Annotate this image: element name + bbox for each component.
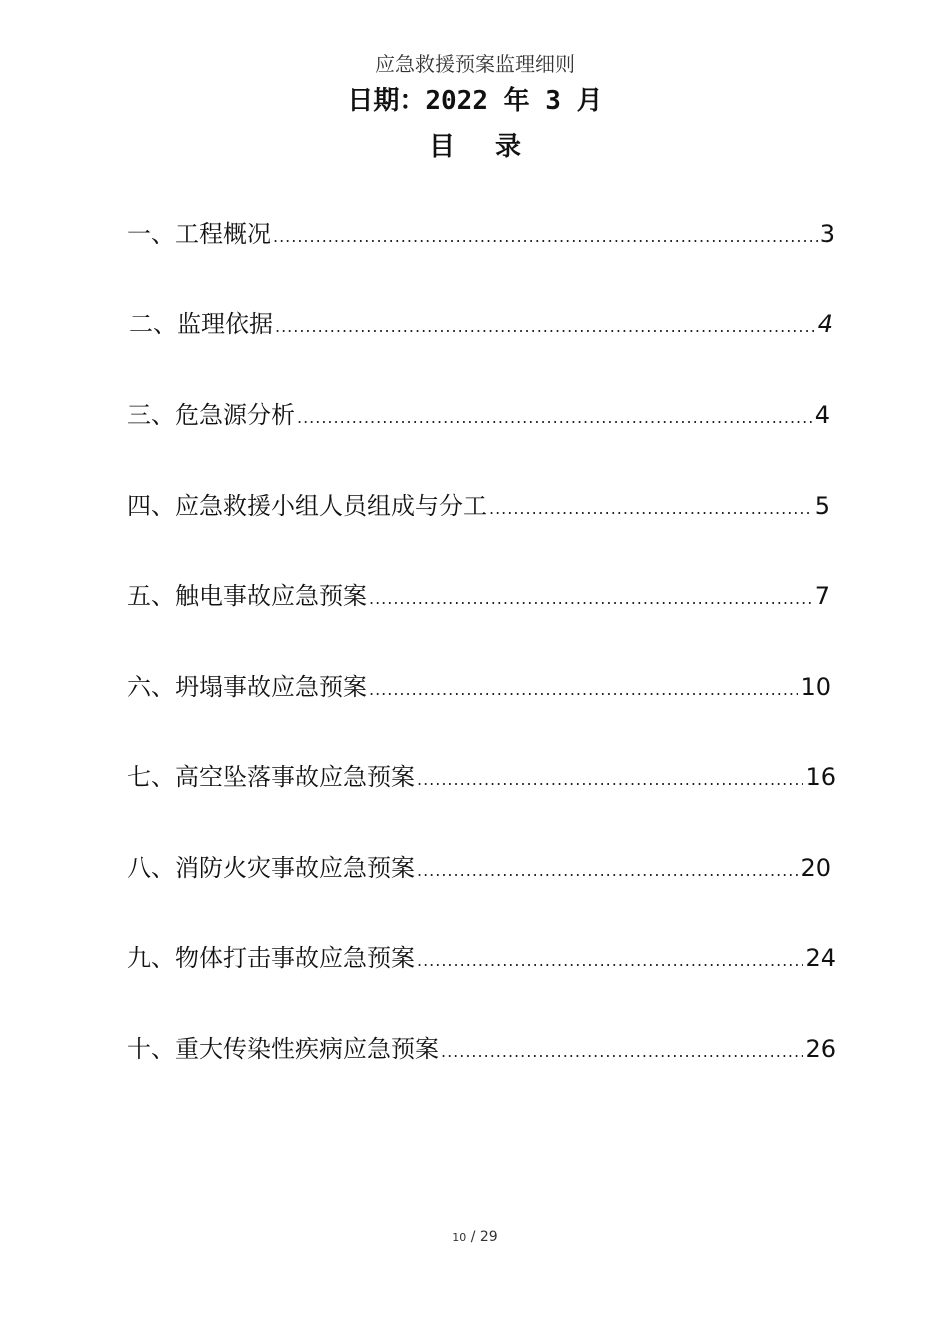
toc-leader-dots xyxy=(489,493,813,525)
toc-entry-5[interactable] xyxy=(127,580,830,612)
toc-entry-label: 十、重大传染性疾病应急预案 xyxy=(127,1035,439,1063)
toc-leader-dots xyxy=(369,583,813,615)
toc-leader-dots xyxy=(369,674,798,706)
footer-total-pages: 29 xyxy=(479,1229,498,1245)
toc-entry-label: 六、坍塌事故应急预案 xyxy=(127,673,367,701)
toc-entry-label: 二、监理依据 xyxy=(129,310,273,338)
toc-leader-dots xyxy=(417,764,803,796)
toc-leader-dots xyxy=(417,855,798,887)
toc-heading: 目录 xyxy=(428,132,561,162)
toc-entry-8[interactable] xyxy=(127,852,831,884)
toc-entry-label: 一、工程概况 xyxy=(127,220,271,248)
toc-leader-dots xyxy=(417,945,803,977)
toc-entry-page: 10 xyxy=(800,673,831,701)
toc-entry-label: 七、高空坠落事故应急预案 xyxy=(127,763,415,791)
toc-entry-label: 八、消防火灾事故应急预案 xyxy=(127,854,415,882)
toc-entry-7[interactable] xyxy=(127,761,836,793)
toc-entry-2[interactable] xyxy=(129,308,833,340)
toc-entry-1[interactable] xyxy=(127,218,835,250)
toc-entry-label: 五、触电事故应急预案 xyxy=(127,582,367,610)
toc-entry-page: 4 xyxy=(817,310,833,338)
toc-entry-page: 26 xyxy=(805,1035,836,1063)
toc-leader-dots xyxy=(273,221,818,253)
footer-separator: / xyxy=(470,1229,476,1245)
toc-entry-page: 5 xyxy=(814,492,830,520)
toc-entry-page: 4 xyxy=(814,401,830,429)
toc-entry-9[interactable] xyxy=(127,942,836,974)
toc-entry-label: 四、应急救援小组人员组成与分工 xyxy=(127,492,487,520)
toc-entry-page: 20 xyxy=(800,854,831,882)
toc-entry-3[interactable] xyxy=(127,399,830,431)
toc-leader-dots xyxy=(441,1036,803,1068)
toc-leader-dots xyxy=(275,311,816,343)
toc-entry-10[interactable] xyxy=(127,1033,836,1065)
toc-entry-page: 24 xyxy=(805,944,836,972)
toc-leader-dots xyxy=(297,402,813,434)
toc-entry-4[interactable] xyxy=(127,490,830,522)
toc-entry-page: 3 xyxy=(819,220,835,248)
toc-entry-label: 九、物体打击事故应急预案 xyxy=(127,944,415,972)
toc-entry-page: 16 xyxy=(805,763,836,791)
toc-entry-page: 7 xyxy=(814,582,830,610)
document-header-title: 应急救援预案监理细则 xyxy=(375,52,575,76)
toc-entry-6[interactable] xyxy=(127,671,831,703)
page-footer xyxy=(0,1229,950,1245)
footer-current-page: 10 xyxy=(452,1231,467,1244)
document-date: 日期：2022 年 3 月 xyxy=(347,86,603,116)
toc-entry-label: 三、危急源分析 xyxy=(127,401,295,429)
